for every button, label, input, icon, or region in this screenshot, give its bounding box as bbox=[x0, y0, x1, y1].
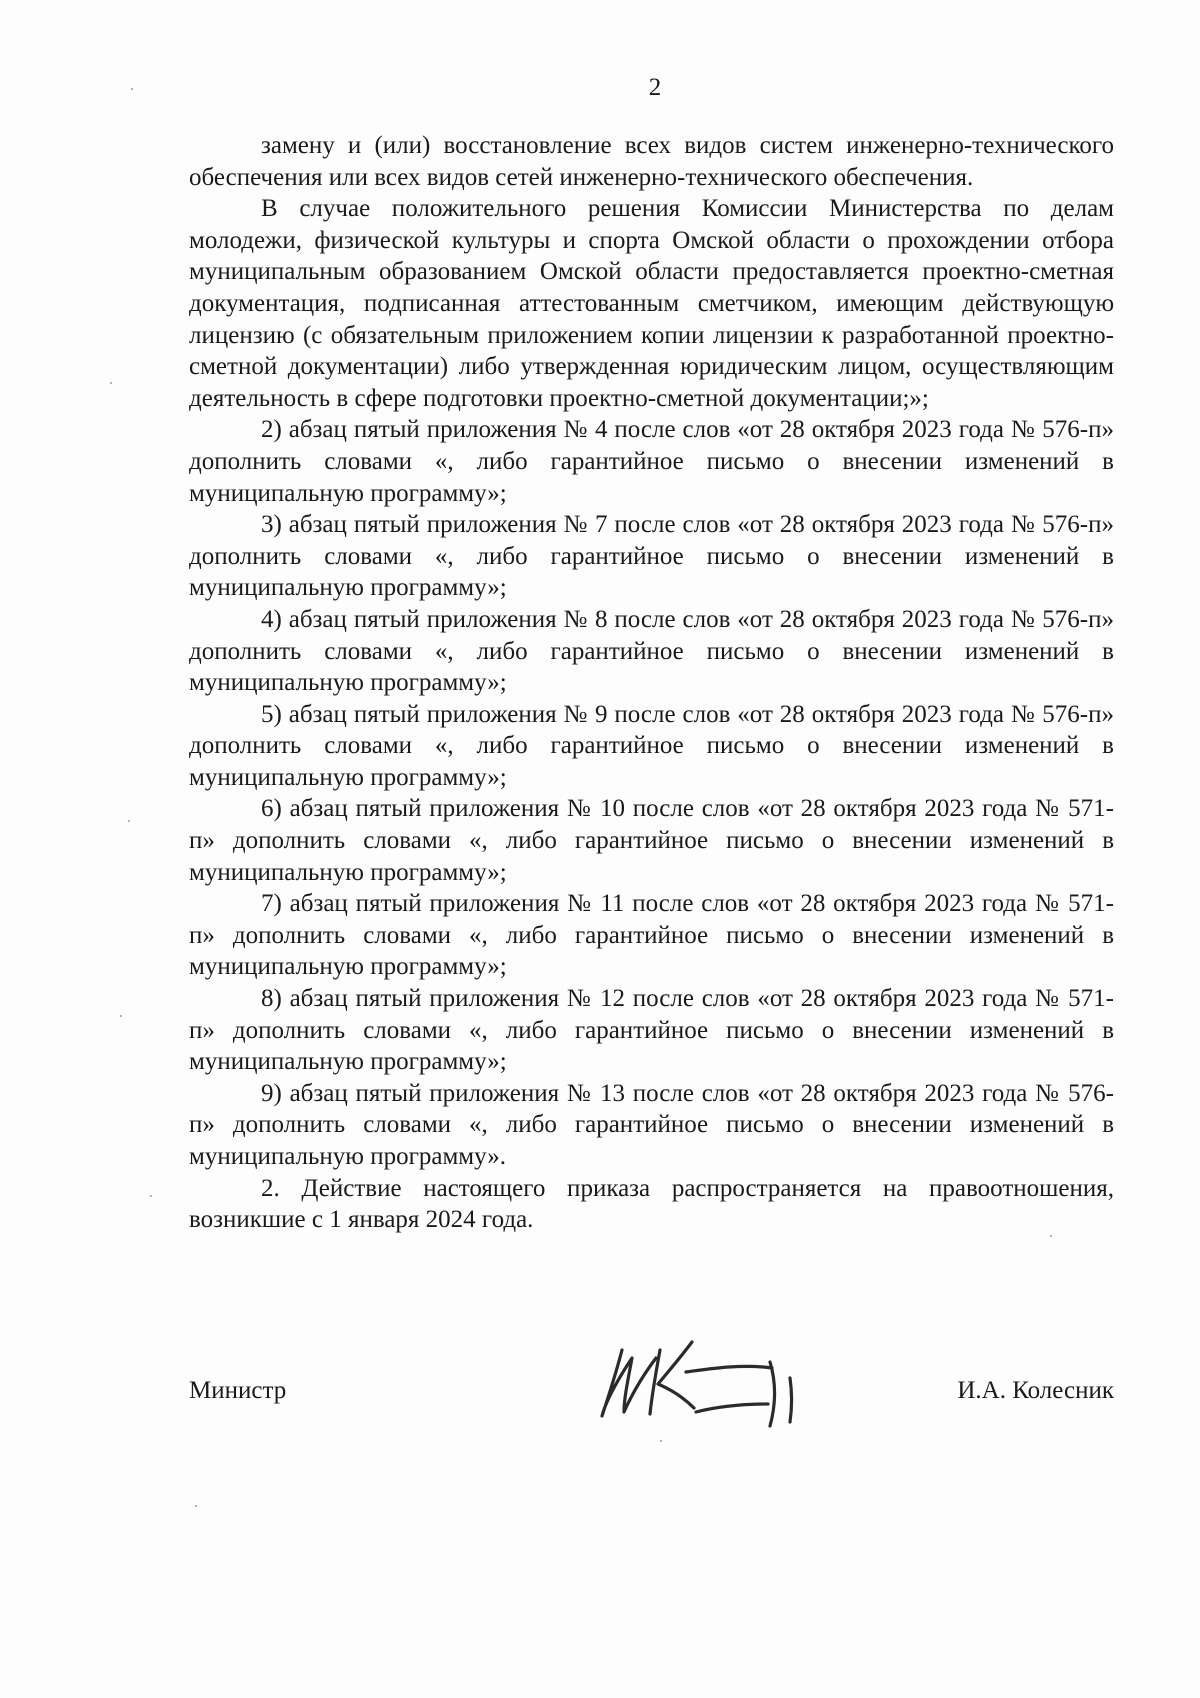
scan-speck bbox=[660, 1440, 662, 1442]
handwritten-signature-icon bbox=[594, 1328, 834, 1438]
scan-speck bbox=[1050, 1235, 1052, 1237]
paragraph-continuation: замену и (или) восстановление всех видов систем инженерно-технического обеспечения или всех видов сетей инженерно-технического обеспечения. bbox=[189, 132, 1114, 191]
paragraph-item-5: 5) абзац пятый приложения № 9 после слов «от 28 октября 2023 года № 576-п» дополнить словами «, либо гарантийное письмо о внесении изменений в муниципальную программу»; bbox=[189, 700, 1114, 791]
paragraph-item-3: 3) абзац пятый приложения № 7 после слов «от 28 октября 2023 года № 576-п» дополнить словами «, либо гарантийное письмо о внесении изменений в муниципальную программу»; bbox=[189, 511, 1114, 602]
paragraph-item-4: 4) абзац пятый приложения № 8 после слов «от 28 октября 2023 года № 576-п» дополнить словами «, либо гарантийное письмо о внесении изменений в муниципальную программу»; bbox=[189, 605, 1114, 697]
signatory-name: И.А. Колесник bbox=[957, 1377, 1114, 1404]
scan-speck bbox=[110, 382, 112, 384]
paragraph-item-2: 2) абзац пятый приложения № 4 после слов «от 28 октября 2023 года № 576-п» дополнить словами «, либо гарантийное письмо о внесении изменений в муниципальную программу»; bbox=[189, 416, 1114, 507]
paragraph-item-9: 9) абзац пятый приложения № 13 после слов «от 28 октября 2023 года № 576-п» дополнить словами «, либо гарантийное письмо о внесении изменений в муниципальную программу». bbox=[189, 1079, 1114, 1170]
page-number: 2 bbox=[648, 74, 662, 101]
paragraph-item-7: 7) абзац пятый приложения № 11 после слов «от 28 октября 2023 года № 571-п» дополнить словами «, либо гарантийное письмо о внесении изменений в муниципальную программу»; bbox=[189, 890, 1114, 981]
paragraph-effective-date: 2. Действие настоящего приказа распространяется на правоотношения, возникшие с 1 января 2024 года. bbox=[189, 1174, 1114, 1234]
paragraph-item-8: 8) абзац пятый приложения № 12 после слов «от 28 октября 2023 года № 571-п» дополнить словами «, либо гарантийное письмо о внесении изменений в муниципальную программу»; bbox=[189, 985, 1114, 1076]
signatory-position: Министр bbox=[189, 1377, 287, 1404]
document-body bbox=[189, 130, 1114, 1236]
signature-block bbox=[189, 1370, 1114, 1480]
scan-speck bbox=[131, 88, 133, 90]
scan-speck bbox=[128, 820, 130, 822]
paragraph-project-docs: В случае положительного решения Комиссии Министерства по делам молодежи, физической культуры и спорта Омской области о прохождении отбора муниципальным образованием Омской области предоставляется проектно-сметная документация, подписанная аттестованным сметчиком, имеющим действующую лицензию (с обязательным приложением копии лицензии к разработанной проектно-сметной документации) либо утвержденная юридическим лицом, осуществляющим деятельность в сфере подготовки проектно-сметной документации;»; bbox=[189, 195, 1114, 412]
scan-speck bbox=[150, 1195, 152, 1197]
paragraph-item-6: 6) абзац пятый приложения № 10 после слов «от 28 октября 2023 года № 571-п» дополнить словами «, либо гарантийное письмо о внесении изменений в муниципальную программу»; bbox=[189, 795, 1114, 886]
scan-speck bbox=[120, 1015, 122, 1017]
scan-speck bbox=[195, 1505, 197, 1507]
